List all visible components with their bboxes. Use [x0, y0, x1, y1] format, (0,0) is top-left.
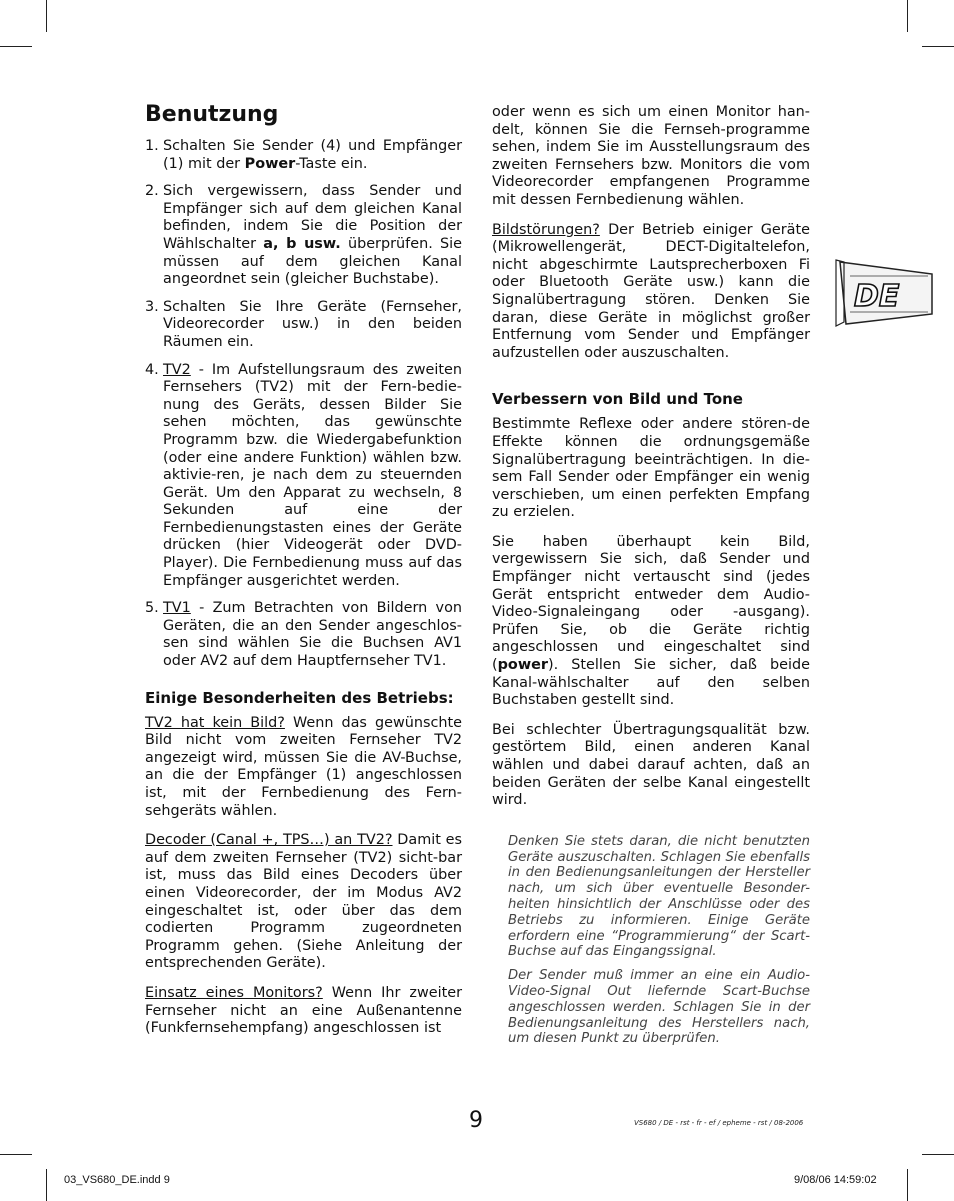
footer-code: VS680 / DE - rst - fr - ef / epheme - rst / 08-2006 [634, 1119, 804, 1127]
keyword: Power [244, 155, 296, 172]
text-run: -Taste ein. [295, 155, 368, 172]
special-heading: Einige Besonderheiten des Betriebs: [145, 688, 454, 707]
underlined-term: TV2 hat kein Bild? [145, 714, 285, 731]
underlined-term: Einsatz eines Monitors? [145, 984, 323, 1001]
text-run: Bei schlechter Übertragungsqualität bzw. gestörtem Bild, einen anderen Kanal wählen und dabei darauf achten, daß an beiden Geräten der selbe Kanal eingestellt wird. [492, 721, 810, 809]
text-run: - Im Aufstellungsraum des zweiten Fernsehers (TV2) mit der Fern-bedie-nung des Geräts, dessen Bilder Sie sehen möchten, das gewünschte Programm bzw. die Wiedergabefunktion (oder eine andere Funktion) wählen bzw. aktivie-ren, je nach dem zu steuernden Gerät. Um den Apparat zu wechseln, 8 Sekunden auf eine der Fernbedienungstasten eines der Geräte drücken (hier Videogerät oder DVD-Player). Die Fernbedienung muss auf das Empfänger ausgerichtet werden. [163, 361, 462, 589]
text-run: oder wenn es sich um einen Monitor han-delt, können Sie die Fernseh-programme sehen, indem Sie im Ausstellungsraum des zweiten Fernsehers bzw. Monitors die vom Videorecorder empfangenen Programme mit dessen Fernbedienung wählen. [492, 104, 810, 208]
page-number: 9 [469, 1108, 483, 1133]
item-number: 2. [145, 183, 159, 200]
right-paragraphs [492, 104, 810, 362]
underlined-term: TV1 [163, 600, 191, 617]
text-run: Schalten Sie Sender (4) und Empfänger (1) mit der [163, 138, 462, 172]
list-item [145, 299, 462, 352]
steps-list [145, 138, 462, 671]
underlined-term: Bildstörungen? [492, 221, 600, 238]
text-run: Schalten Sie Ihre Geräte (Fernseher, Videorecorder usw.) in den beiden Räumen ein. [163, 298, 462, 350]
paragraph [492, 722, 810, 810]
text-run: Damit es auf dem zweiten Fernseher (TV2) sicht-bar ist, muss das Bild eines Decoders über einen Videorecorder, der im Modus AV2 eingeschaltet ist, oder über das dem codierten Programm zugeordneten Programm gehen. (Siehe Anleitung der entsprechenden Geräte). [145, 832, 462, 972]
keyword: power [497, 657, 548, 674]
text-run: ). Stellen Sie sicher, daß beide Kanal-wählschalter auf den selben Buchstaben gestellt sind. [492, 657, 810, 709]
left-column [145, 100, 462, 1050]
crop-mark [46, 0, 47, 32]
text-run: - Zum Betrachten von Bildern von Geräten, die an den Sender angeschlos-sen sind wählen Sie die Buchsen AV1 oder AV2 auf dem Hauptfernseher TV1. [163, 600, 462, 670]
item-number: 1. [145, 138, 159, 154]
crop-mark [0, 46, 32, 47]
list-item [145, 362, 462, 591]
item-number: 5. [145, 600, 159, 617]
keyword: a, b usw. [263, 235, 341, 252]
note-paragraph: Denken Sie stets daran, die nicht benutzten Geräte auszuschalten. Schlagen Sie ebenfalls in den Bedienungsanleitungen der Hersteller nach, um sich über eventuelle Besonder-heiten hinsichtlich der Anschlüsse oder des Betriebs zu informieren. Einige Geräte erfordern eine “Programmierung“ der Scart-Buchse auf das Eingangssignal. [508, 833, 810, 960]
list-item [145, 183, 462, 289]
note-box [508, 834, 810, 1047]
crop-mark [907, 1169, 908, 1201]
underlined-term: TV2 [163, 361, 191, 378]
text-run: Wenn Ihr zweiter Fernseher nicht an eine Außenantenne (Funkfernsehempfang) angeschlossen ist [145, 984, 462, 1037]
paragraph [145, 715, 462, 821]
crop-mark [0, 1154, 32, 1155]
crop-mark [907, 0, 908, 32]
text-run: Wenn das gewünschte Bild nicht vom zweiten Fernseher TV2 angezeigt wird, müssen Sie die AV-Buchse, an die der Empfänger (1) angeschlossen ist, mit der Fernbedienung des Fern-sehgeräts wählen. [145, 714, 462, 819]
paragraph [145, 985, 462, 1038]
text-run: Sich vergewissern, dass Sender und Empfänger sich auf dem gleichen Kanal befinden, indem Sie die Position der Wählschalter [163, 183, 462, 252]
right-column [492, 104, 810, 1055]
language-badge [832, 256, 940, 328]
paragraph [492, 222, 810, 363]
underlined-term: Decoder (Canal +, TPS…) an TV2? [145, 832, 393, 849]
slug-right: 9/08/06 14:59:02 [794, 1174, 877, 1186]
language-badge-label: DE [854, 279, 900, 314]
text-run: Der Betrieb einiger Geräte (Mikrowellengerät, DECT-Digitaltelefon, nicht abgeschirmte Lautsprecherboxen Fi oder Bluetooth Geräte usw.) kann die Signalübertragung stören. Denken Sie daran, diese Geräte in möglichst großer Entfernung vom Sender und Empfänger aufzustellen oder auszuschalten. [492, 221, 810, 361]
slug-left: 03_VS680_DE.indd 9 [64, 1174, 170, 1186]
text-run: überprüfen. Sie müssen auf dem gleichen Kanal angeordnet sein (gleicher Buchstabe). [163, 235, 462, 288]
item-number: 4. [145, 361, 159, 378]
item-number: 3. [145, 298, 159, 315]
crop-mark [922, 46, 954, 47]
page-title: Benutzung [145, 102, 279, 127]
improve-heading: Verbessern von Bild und Tone [492, 390, 743, 409]
list-item [145, 138, 462, 173]
text-run: Sie haben überhaupt kein Bild, vergewissern Sie sich, daß Sender und Empfänger nicht vertauscht sind (jedes Gerät entspricht entweder dem Audio-Video-Signaleingang oder -ausgang). Prüfen Sie, ob die Geräte richtig angeschlossen und eingeschaltet sind ( [492, 533, 810, 674]
text-run: Bestimmte Reflexe oder andere stören-de Effekte können die ordnungsgemäße Signalübertragung beeinträchtigen. In die-sem Fall Sender oder Empfänger ein wenig verschieben, um einen perfekten Empfang zu erzielen. [492, 416, 810, 521]
crop-mark [46, 1169, 47, 1201]
paragraph [492, 534, 810, 710]
paragraph [492, 104, 810, 210]
left-paragraphs [145, 715, 462, 1038]
paragraph [492, 416, 810, 522]
note-paragraph: Der Sender muß immer an eine ein Audio-Video-Signal Out liefernde Scart-Buchse angeschlossen werden. Schlagen Sie in der Bedienungsanleitung des Herstellers nach, um diesen Punkt zu überprüfen. [508, 968, 810, 1047]
list-item [145, 600, 462, 670]
improve-paragraphs [492, 416, 810, 809]
crop-mark [922, 1154, 954, 1155]
paragraph [145, 832, 462, 973]
